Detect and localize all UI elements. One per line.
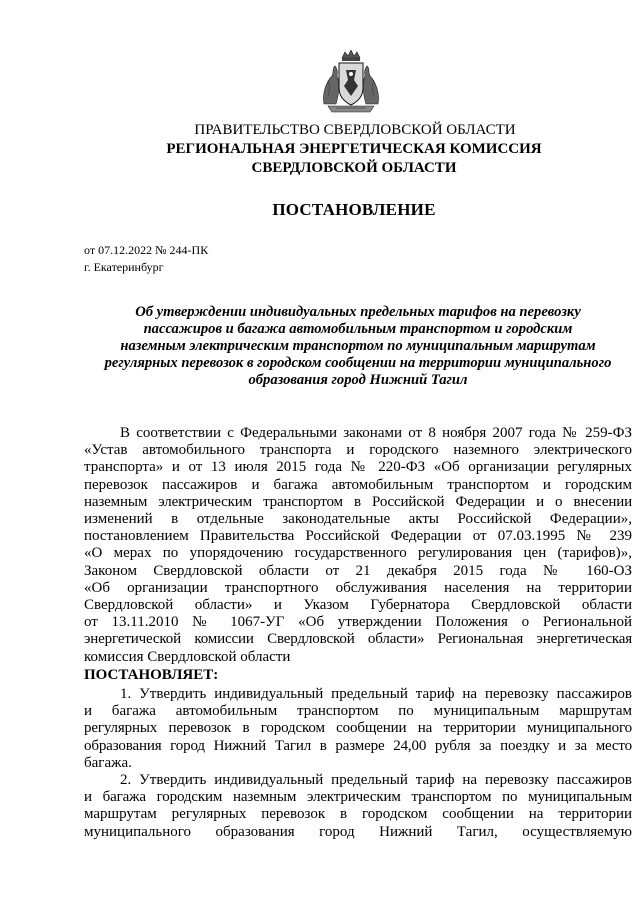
paragraph-line: 1. Утвердить индивидуальный предельный тариф на перевозку пассажиров — [120, 686, 632, 702]
item-2-paragraph — [84, 772, 632, 841]
document-subject — [84, 304, 632, 389]
paragraph-line: регулярных перевозок в городском сообщении на территории муниципального — [84, 720, 632, 737]
paragraph-line: перевозок пассажиров и багажа автомобильным транспортом и городским — [84, 476, 632, 493]
paragraph-line: «Устав автомобильного транспорта и городского наземного электрического — [84, 442, 632, 459]
paragraph-line: образования город Нижний Тагил в размере 24,00 рубля за поездку и за место — [84, 737, 632, 754]
preamble-paragraph — [84, 425, 632, 666]
document-city: г. Екатеринбург — [84, 260, 164, 274]
paragraph-line: багажа. — [84, 754, 132, 771]
paragraph-line: и багажа городским наземным электрическим транспортом по муниципальным — [84, 789, 632, 806]
org-government-line: ПРАВИТЕЛЬСТВО СВЕРДЛОВСКОЙ ОБЛАСТИ — [194, 122, 516, 138]
paragraph-line: В соответствии с Федеральными законами от 8 ноября 2007 года № 259-ФЗ — [120, 425, 632, 441]
paragraph-line: «О мерах по упорядочению государственного регулирования цен (тарифов)», — [84, 545, 632, 562]
subject-line: наземным электрическим транспортом по муниципальным маршрутам — [120, 338, 596, 354]
paragraph-line: Свердловской области» и Указом Губернатора Свердловской области — [84, 597, 632, 614]
paragraph-line: 2. Утвердить индивидуальный предельный тариф на перевозку пассажиров — [120, 772, 632, 788]
document-type-title: ПОСТАНОВЛЕНИЕ — [272, 200, 436, 219]
paragraph-line: и багажа автомобильным транспортом по муниципальным маршрутам — [84, 703, 632, 720]
resolves-heading: ПОСТАНОВЛЯЕТ: — [84, 667, 219, 683]
subject-line: Об утверждении индивидуальных предельных тарифов на перевозку — [135, 304, 581, 320]
paragraph-line: транспорта» и от 13 июля 2015 года № 220-ФЗ «Об организации регулярных — [84, 459, 632, 476]
item-1-paragraph — [84, 686, 632, 772]
paragraph-line: изменений в отдельные законодательные акты Российской Федерации», — [84, 511, 632, 528]
document-date-number: от 07.12.2022 № 244-ПК — [84, 243, 209, 257]
paragraph-line: Законом Свердловской области от 21 декабря 2015 года № 160-ОЗ — [84, 562, 632, 579]
paragraph-line: «Об организации транспортного обслуживания населения на территории — [84, 579, 632, 596]
org-region-line: СВЕРДЛОВСКОЙ ОБЛАСТИ — [251, 160, 457, 176]
paragraph-line: наземным электрическим транспортом в Российской Федерации и о внесении — [84, 493, 632, 510]
paragraph-line: энергетической комиссии Свердловской области» Региональная энергетическая — [84, 631, 632, 648]
paragraph-line: муниципального образования город Нижний Тагил, осуществляемую — [84, 823, 632, 840]
subject-line: образования город Нижний Тагил — [248, 372, 468, 388]
paragraph-line: от 13.11.2010 № 1067-УГ «Об утверждении Положения о Региональной — [84, 614, 632, 631]
subject-line: регулярных перевозок в городском сообщении на территории муниципального — [104, 355, 612, 371]
subject-line: пассажиров и багажа автомобильным транспортом и городским — [143, 321, 573, 337]
paragraph-line: постановлением Правительства Российской Федерации от 07.03.1995 № 239 — [84, 528, 632, 545]
paragraph-line: комиссия Свердловской области — [84, 648, 291, 665]
org-commission-line: РЕГИОНАЛЬНАЯ ЭНЕРГЕТИЧЕСКАЯ КОМИССИЯ — [166, 141, 542, 157]
paragraph-line: маршрутам регулярных перевозок в городском сообщении на территории — [84, 806, 632, 823]
coat-of-arms-icon — [318, 50, 384, 114]
